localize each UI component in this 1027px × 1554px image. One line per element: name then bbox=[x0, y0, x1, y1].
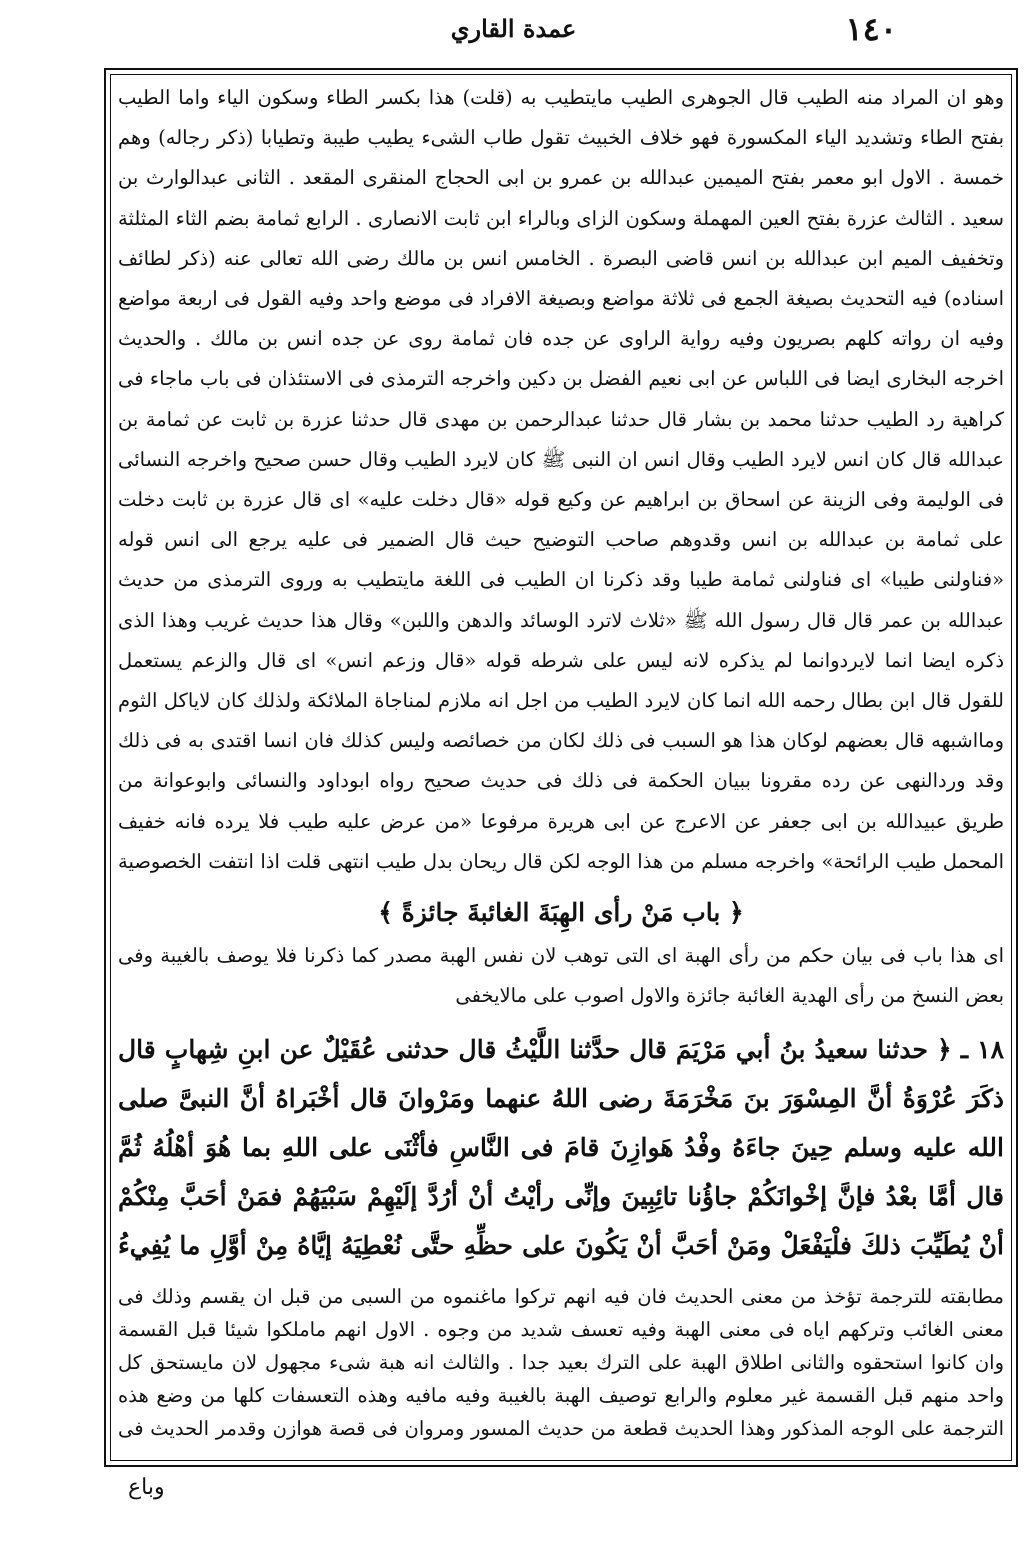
hadith-text: ١٨ ـ ﴿ حدثنا سعيدُ بنُ أبي مَرْيَمَ قال حدَّثنا اللَّيْثُ قال حدثنى عُقَيْلٌ عن ابنِ شِهابٍ قال ذكَرَ عُرْوَةُ أنَّ المِسْوَرَ بنَ مَخْرَمَةَ رضى اللهُ عنهما ومَرْوانَ قال أخْبَراهُ أنَّ النبىَّ صلى الله عليه وسلم حِينَ جاءَهُ وفْدُ هَوازِنَ قامَ فى النَّاسِ فأثْنَى على اللهِ بما هُوَ أهْلُهُ ثُمَّ قال أمَّا بعْدُ فإنَّ إخْوانَكُمْ جاؤُنا تائِبِينَ وإنِّى رأيْتُ أنْ أرُدَّ إلَيْهِمْ سَبْيَهُمْ فمَنْ أحَبَّ مِنْكُمْ أنْ يُطَيِّبَ ذلكَ فلْيَفْعَلْ ومَنْ أحَبَّ أنْ يَكُونَ على حظِّهِ حتَّى نُعْطِيَهُ إيَّاهُ مِنْ أوَّلِ ما يُفِيءُ bbox=[118, 1035, 1004, 1260]
commentary-block-2: اى هذا باب فى بيان حكم من رأى الهبة اى التى توهب لان نفس الهبة مصدر كما ذكرنا فلا يوصف بالغيبة وفى بعض النسخ من رأى الهدية الغائبة جائزة والاول اصوب على مالايخفى bbox=[118, 944, 1004, 1008]
commentary-block-1: وهو ان المراد منه الطيب قال الجوهرى الطيب مايتطيب به (قلت) هذا بكسر الطاء وسكون الياء واما الطيب بفتح الطاء وتشديد الياء المكسورة فهو خلاف الخبيث تقول طاب الشىء يطيب طيبة وتطيابا (ذكر رجاله) وهم خمسة . الاول ابو معمر بفتح الميمين عبدالله بن عمرو بن ابى الحجاج المنقرى المقعد . الثانى عبدالوارث بن سعيد . الثالث عزرة بفتح العين المهملة وسكون الزاى وبالراء ابن ثابت الانصارى . الرابع ثمامة بضم الثاء المثلثة وتخفيف الميم ابن عبدالله بن انس قاضى البصرة . الخامس انس بن مالك رضى الله تعالى عنه (ذكر لطائف اسناده) فيه التحديث بصيغة الجمع فى ثلاثة مواضع وبصيغة الافراد فى موضع واحد وفيه القول فى اربعة مواضع وفيه ان رواته كلهم بصريون وفيه رواية الراوى عن جده فان ثمامة روى عن جده انس بن مالك . والحديث اخرجه البخارى ايضا فى اللباس عن ابى نعيم الفضل بن دكين واخرجه الترمذى فى الاستئذان فى باب ماجاء فى كراهية رد الطيب حدثنا محمد بن بشار قال حدثنا عبدالرحمن بن مهدى قال حدثنا عزرة بن ثابت عن ثمامة بن عبدالله قال كان انس لايرد الطيب وقال انس ان النبى ﷺ كان لايرد الطيب وقال حسن صحيح واخرجه النسائى فى الوليمة وفى الزينة عن اسحاق بن ابراهيم عن وكيع قوله «قال دخلت عليه» اى قال عزرة بن ثابت دخلت على ثمامة بن عبدالله بن انس وقدوهم صاحب التوضيح حيث قال الضمير فى عليه يرجع الى انس قوله «فناولنى طيبا» اى فناولنى ثمامة طيبا وقد ذكرنا ان الطيب فى اللغة مايتطيب به وروى الترمذى من حديث عبدالله بن عمر قال قال رسول الله ﷺ «ثلاث لاترد الوسائد والدهن واللبن» وقال هذا حديث غريب وهذا الذى ذكره ايضا انما لايردوانما لم يذكره لانه ليس على شرطه قوله «قال وزعم انس» اى قال والزعم يستعمل للقول قال ابن بطال رحمه الله انما كان لايرد الطيب من اجل انه ملازم لمناجاة الملائكة ولذلك كان لاياكل الثوم ومااشبهه قال بعضهم لوكان هذا هو السبب فى ذلك لكان من خصائصه وليس كذلك فان انسا اقتدى به فى ذلك وقد وردالنهى عن رده مقرونا ببيان الحكمة فى ذلك فى حديث صحيح رواه ابوداود والنسائى وابوعوانة من طريق عبيدالله بن ابى جعفر عن الاعرج عن ابى هريرة مرفوعا «من عرض عليه طيب فلا يرده فانه خفيف المحمل طيب الرائحة» واخرجه مسلم من هذا الوجه لكن قال ريحان بدل طيب انتهى قلت اذا انتفت الخصوصية bbox=[118, 86, 1004, 873]
catchword: وباع bbox=[128, 1475, 165, 1500]
commentary-block-3: مطابقته للترجمة تؤخذ من معنى الحديث فان فيه انهم تركوا ماغنموه من السبى من قبل ان يقسم وذلك فى معنى الغائب وتركهم اياه فى معنى الهبة وفيه تعسف شديد من وجوه . الاول انهم ماملكوا شيئا قبل القسمة وان كانوا استحقوه والثانى اطلاق الهبة على الترك بعيد جدا . والثالث انه هبة شىء مجهول لان مايستحق كل واحد منهم قبل القسمة غير معلوم والرابع توصيف الهبة بالغيبة وفيه مافيه وهذه التعسفات كلها من وضع هذه الترجمة على الوجه المذكور وهذا الحديث قطعة من حديث المسور ومروان فى قصة هوازن وقدمر الحديث فى bbox=[118, 1285, 1004, 1440]
page-header bbox=[110, 10, 917, 50]
text-frame bbox=[104, 68, 1018, 1467]
running-title: عمدة القاري bbox=[450, 14, 577, 43]
page-number: ١٤٠ bbox=[845, 10, 897, 48]
chapter-heading: ﴿ باب مَنْ رأى الهِبَةَ الغائبةَ جائزةً ﴾ bbox=[378, 898, 744, 927]
